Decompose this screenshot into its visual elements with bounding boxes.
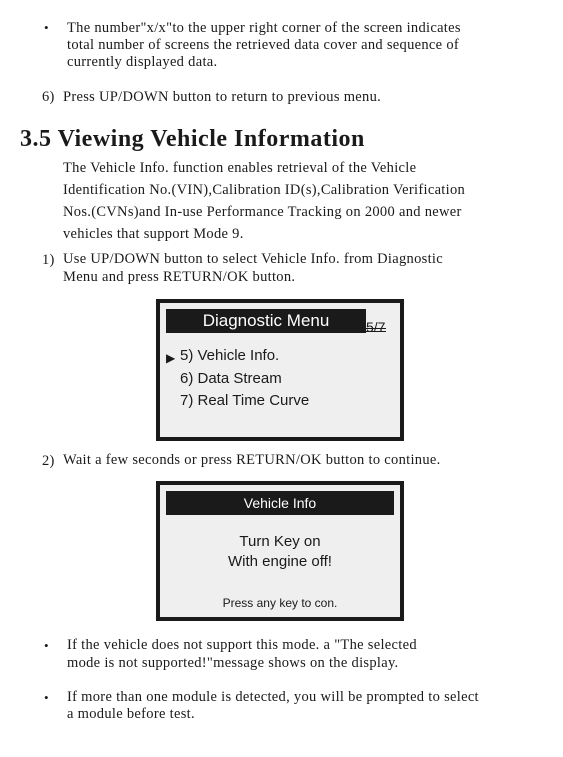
diagnostic-menu-screen — [156, 299, 404, 441]
bullet-line: If the vehicle does not support this mode. a "The selected — [67, 637, 417, 653]
intro-line: Nos.(CVNs)and In-use Performance Tracking on 2000 and newer — [63, 204, 462, 220]
screen-title: Diagnostic Menu — [202, 311, 330, 330]
screen-prompt: Press any key to con. — [222, 596, 338, 610]
step-text: Use UP/DOWN button to select Vehicle Info. from Diagnostic — [63, 251, 443, 267]
page-indicator: 5/7 — [366, 319, 386, 335]
bullet-marker: • — [44, 638, 49, 653]
bullet-line: If more than one module is detected, you will be prompted to select — [67, 689, 479, 705]
cursor-arrow-icon: ▶ — [166, 351, 176, 365]
bullet-line: currently displayed data. — [67, 54, 218, 70]
step-number: 6) — [42, 89, 55, 105]
screen-message-line: With engine off! — [228, 553, 332, 570]
intro-line: vehicles that support Mode 9. — [63, 226, 244, 242]
screen-title-bar — [166, 309, 366, 333]
bullet-line: The number"x/x"to the upper right corner of the screen indicates — [67, 20, 461, 36]
bullet-marker: • — [44, 20, 49, 35]
screen-title: Vehicle Info — [243, 495, 317, 511]
bullet-line: mode is not supported!"message shows on the display. — [67, 655, 399, 671]
intro-line: The Vehicle Info. function enables retrieval of the Vehicle — [63, 160, 417, 176]
step-number: 1) — [42, 252, 55, 268]
menu-item-data-stream[interactable]: 6) Data Stream — [180, 370, 282, 387]
menu-item-vehicle-info[interactable]: 5) Vehicle Info. — [180, 347, 280, 364]
section-title: 3.5 Viewing Vehicle Information — [20, 126, 365, 152]
step-text: Menu and press RETURN/OK button. — [63, 269, 296, 285]
step-text: Press UP/DOWN button to return to previous menu. — [63, 89, 382, 105]
bullet-marker: • — [44, 690, 49, 705]
bullet-line: total number of screens the retrieved data cover and sequence of — [67, 37, 460, 53]
step-text: Wait a few seconds or press RETURN/OK button to continue. — [63, 452, 441, 468]
menu-item-real-time-curve[interactable]: 7) Real Time Curve — [180, 392, 310, 409]
intro-line: Identification No.(VIN),Calibration ID(s),Calibration Verification — [63, 182, 466, 198]
screen-title-bar — [166, 491, 394, 515]
step-number: 2) — [42, 453, 55, 469]
vehicle-info-screen — [156, 481, 404, 621]
screen-message-line: Turn Key on — [239, 533, 321, 550]
bullet-line: a module before test. — [67, 706, 195, 722]
